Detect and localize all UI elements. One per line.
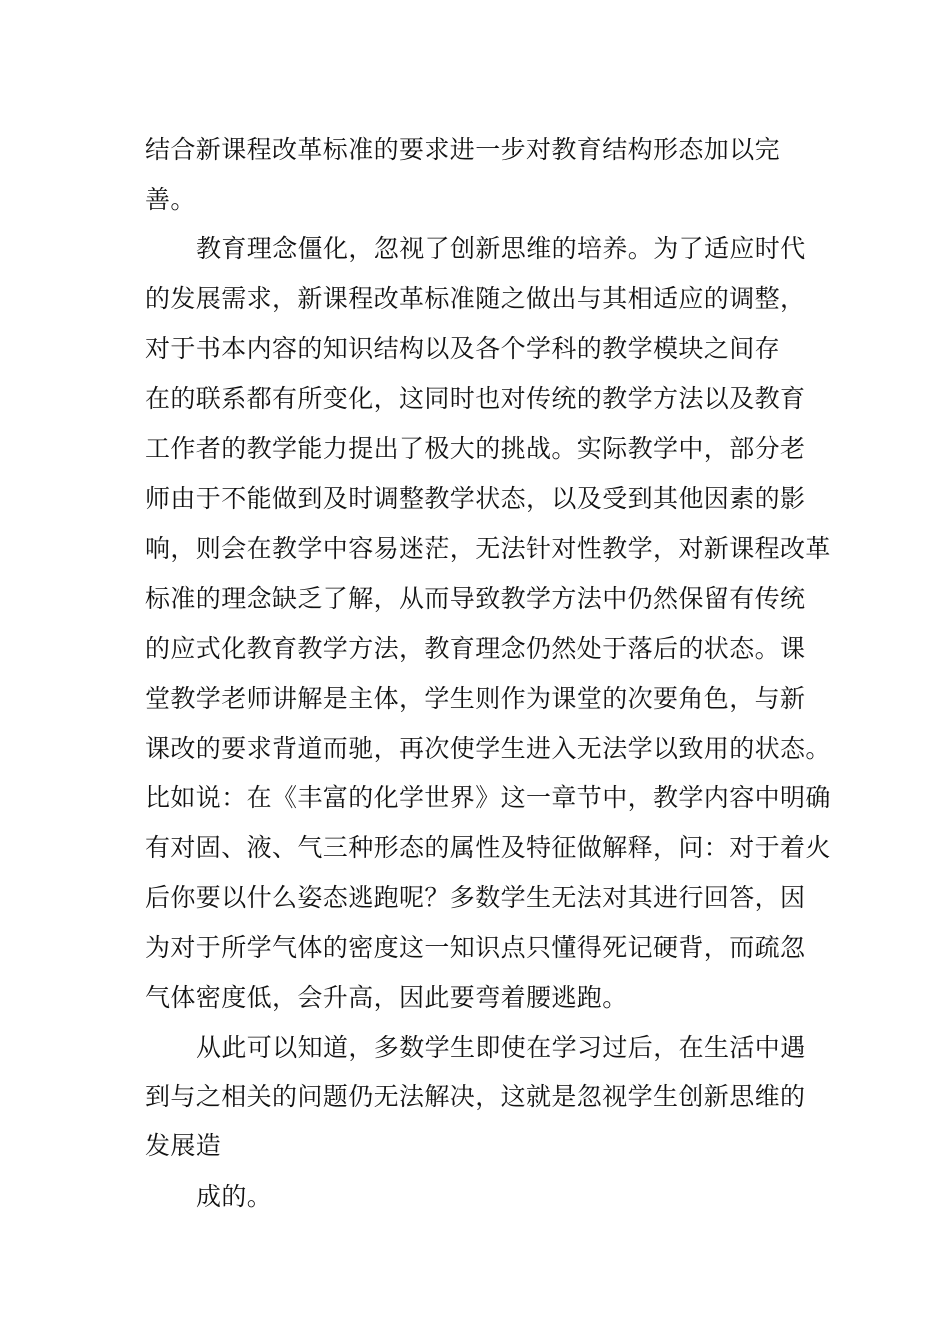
text-line: 课改的要求背道而驰，再次使学生进入无法学以致用的状态。 (145, 734, 831, 763)
text-line: 成的。 (196, 1182, 273, 1211)
text-line: 对于书本内容的知识结构以及各个学科的教学模块之间存 (145, 334, 781, 363)
text-line: 标准的理念缺乏了解，从而导致教学方法中仍然保留有传统 (145, 584, 806, 613)
text-line: 教育理念僵化，忽视了创新思维的培养。为了适应时代 (196, 234, 806, 263)
text-line: 到与之相关的问题仍无法解决，这就是忽视学生创新思维的 (145, 1082, 806, 1111)
text-line: 有对固、液、气三种形态的属性及特征做解释，问：对于着火 (145, 833, 831, 862)
text-line: 的应式化教育教学方法，教育理念仍然处于落后的状态。课 (145, 634, 806, 663)
text-line: 气体密度低，会升高，因此要弯着腰逃跑。 (145, 983, 628, 1012)
text-line: 比如说：在《丰富的化学世界》这一章节中，教学内容中明确 (145, 783, 831, 812)
text-line: 发展造 (145, 1131, 222, 1160)
text-line: 善。 (145, 185, 196, 214)
text-line: 后你要以什么姿态逃跑呢？多数学生无法对其进行回答，因 (145, 883, 806, 912)
text-line: 为对于所学气体的密度这一知识点只懂得死记硬背，而疏忽 (145, 933, 806, 962)
text-line: 在的联系都有所变化，这同时也对传统的教学方法以及教育 (145, 384, 806, 413)
text-line: 响，则会在教学中容易迷茫，无法针对性教学，对新课程改革 (145, 534, 831, 563)
text-line: 的发展需求，新课程改革标准随之做出与其相适应的调整， (145, 284, 806, 313)
text-line: 堂教学老师讲解是主体，学生则作为课堂的次要角色，与新 (145, 684, 806, 713)
text-line: 师由于不能做到及时调整教学状态，以及受到其他因素的影 (145, 484, 806, 513)
text-line: 从此可以知道，多数学生即使在学习过后，在生活中遇 (196, 1033, 806, 1062)
text-line: 结合新课程改革标准的要求进一步对教育结构形态加以完 (145, 135, 781, 164)
text-line: 工作者的教学能力提出了极大的挑战。实际教学中，部分老 (145, 434, 806, 463)
